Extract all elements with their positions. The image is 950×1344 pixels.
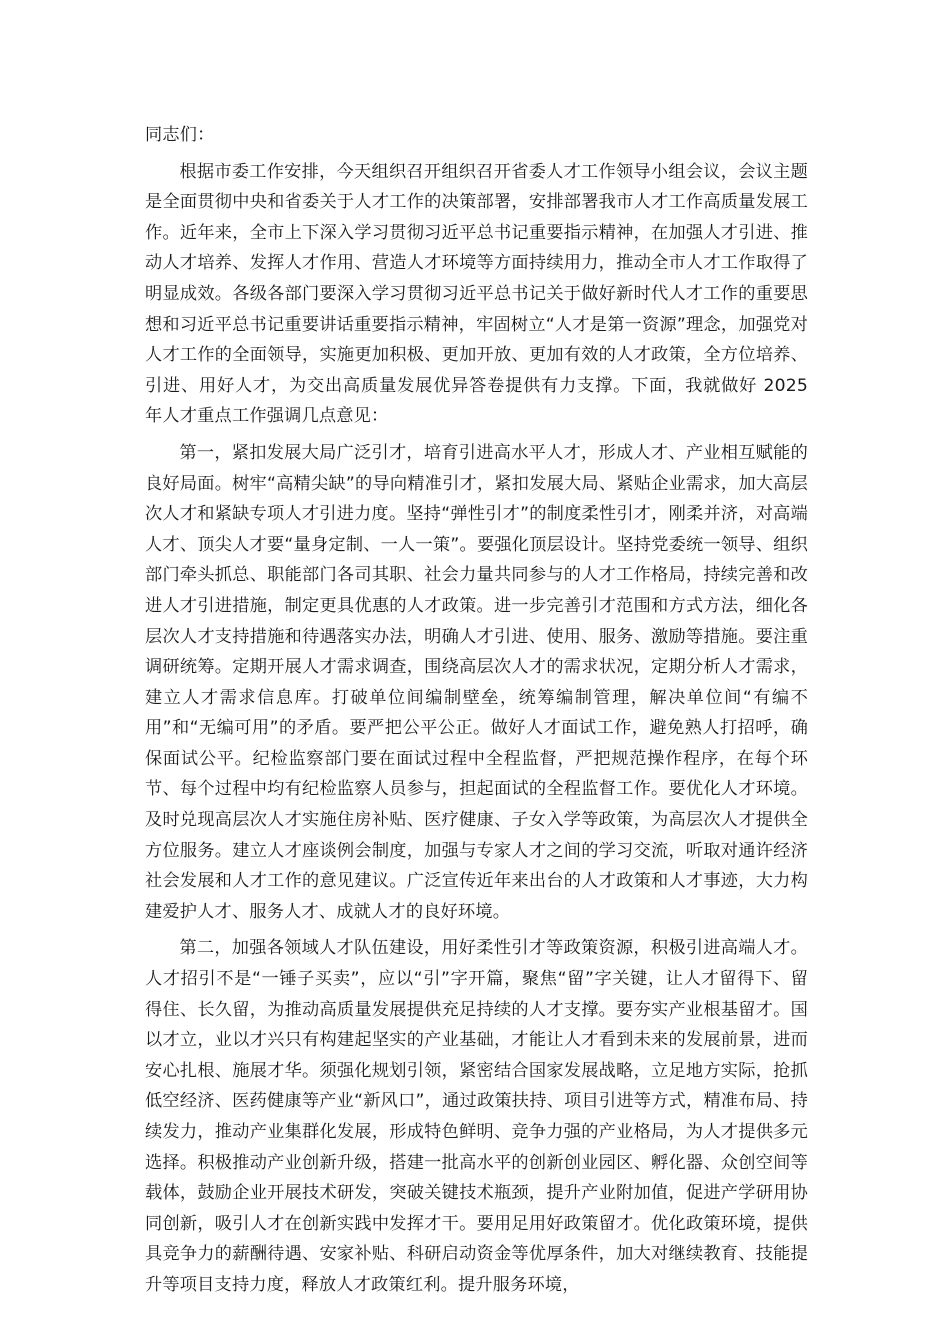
paragraph-second-point: 第二，加强各领域人才队伍建设，用好柔性引才等政策资源，积极引进高端人才。人才招引不是“一锤子买卖”，应以“引”字开篇，聚焦“留”字关键，让人才留得下、留得住、长久留，为推动高质量发展提供充足持续的人才支撑。要夯实产业根基留才。国以才立，业以才兴只有构建起坚实的产业基础，才能让人才看到未来的发展前景，进而安心扎根、施展才华。须强化规划引领，紧密结合国家发展战略，立足地方实际，抢抓低空经济、医药健康等产业“新风口”，通过政策扶持、项目引进等方式，精准布局、持续发力，推动产业集群化发展，形成特色鲜明、竞争力强的产业格局，为人才提供多元选择。积极推动产业创新升级，搭建一批高水平的创新创业园区、孵化器、众创空间等载体，鼓励企业开展技术研发，突破关键技术瓶颈，提升产业附加值，促进产学研用协同创新，吸引人才在创新实践中发挥才干。要用足用好政策留才。优化政策环境，提供具竞争力的薪酬待遇、安家补贴、科研启动资金等优厚条件，加大对继续教育、技能提升等项目支持力度，释放人才政策红利。提升服务环境， [145, 938, 808, 1295]
paragraph-intro: 根据市委工作安排，今天组织召开组织召开省委人才工作领导小组会议，会议主题是全面贯彻中央和省委关于人才工作的决策部署，安排部署我市人才工作高质量发展工作。近年来，全市上下深入学习贯彻习近平总书记重要指示精神，在加强人才引进、推动人才培养、发挥人才作用、营造人才环境等方面持续用力，推动全市人才工作取得了明显成效。各级各部门要深入学习贯彻习近平总书记关于做好新时代人才工作的重要思想和习近平总书记重要讲话重要指示精神，牢固树立“人才是第一资源”理念，加强党对人才工作的全面领导，实施更加积极、更加开放、更加有效的人才政策，全方位培养、引进、用好人才，为交出高质量发展优异答卷提供有力支撑。下面，我就做好 2025 年人才重点工作强调几点意见： [145, 161, 808, 427]
salutation: 同志们： [145, 125, 215, 145]
document-body [145, 120, 808, 1307]
paragraph-first-point: 第一，紧扣发展大局广泛引才，培育引进高水平人才，形成人才、产业相互赋能的良好局面。树牢“高精尖缺”的导向精准引才，紧扣发展大局、紧贴企业需求，加大高层次人才和紧缺专项人才引进力度。坚持“弹性引才”的制度柔性引才，刚柔并济，对高端人才、顶尖人才要“量身定制、一人一策”。要强化顶层设计。坚持党委统一领导、组织部门牵头抓总、职能部门各司其职、社会力量共同参与的人才工作格局，持续完善和改进人才引进措施，制定更具优惠的人才政策。进一步完善引才范围和方式方法，细化各层次人才支持措施和待遇落实办法，明确人才引进、使用、服务、激励等措施。要注重调研统筹。定期开展人才需求调查，围绕高层次人才的需求状况，定期分析人才需求，建立人才需求信息库。打破单位间编制壁垒，统筹编制管理，解决单位间“有编不用”和“无编可用”的矛盾。要严把公平公正。做好人才面试工作，避免熟人打招呼，确保面试公平。纪检监察部门要在面试过程中全程监督，严把规范操作程序，在每个环节、每个过程中均有纪检监察人员参与，担起面试的全程监督工作。要优化人才环境。及时兑现高层次人才实施住房补贴、医疗健康、子女入学等政策，为高层次人才提供全方位服务。建立人才座谈例会制度，加强与专家人才之间的学习交流，听取对通许经济社会发展和人才工作的意见建议。广泛宣传近年来出台的人才政策和人才事迹，大力构建爱护人才、服务人才、成就人才的良好环境。 [145, 442, 808, 922]
